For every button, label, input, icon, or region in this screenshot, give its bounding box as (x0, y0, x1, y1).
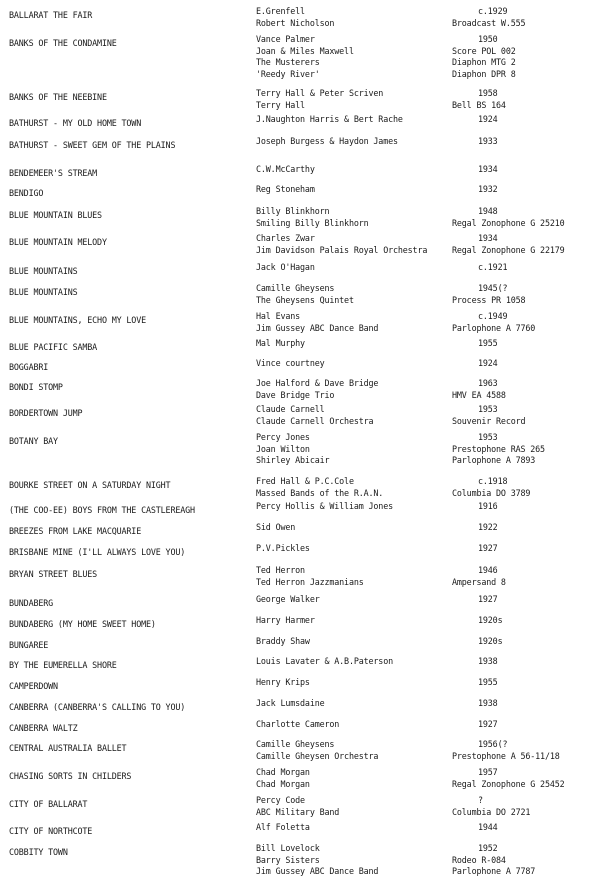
credit-line (0, 184, 600, 195)
record-label: Diaphon DPR 8 (452, 68, 516, 79)
performer: Claude Carnell (256, 404, 325, 414)
credit-line (0, 114, 600, 125)
year: 1927 (478, 543, 498, 553)
record-label: Ampersand 8 (452, 576, 506, 587)
credit-line (0, 46, 600, 57)
credit-line (0, 311, 600, 322)
record-label: Souvenir Record (452, 415, 526, 426)
year: 1956(? (478, 739, 508, 749)
performer: Jim Gussey ABC Dance Band (256, 866, 379, 877)
year: 1948 (478, 206, 498, 216)
performer: Chad Morgan (256, 767, 310, 777)
song-title: BLUE PACIFIC SAMBA (9, 342, 98, 352)
performer: E.Grenfell (256, 6, 305, 16)
performer: Joan & Miles Maxwell (256, 45, 354, 56)
song-title: BUNDABERG (MY HOME SWEET HOME) (9, 619, 156, 629)
year: 1957 (478, 767, 498, 777)
credit-line (0, 100, 600, 111)
song-title: BORDERTOWN JUMP (9, 408, 83, 418)
performer: Percy Code (256, 795, 305, 805)
song-title: BENDIGO (9, 188, 44, 198)
credit-line (0, 476, 600, 487)
record-label: Score POL 002 (452, 45, 516, 56)
performer: Jack Lumsdaine (256, 698, 325, 708)
credit-line (0, 378, 600, 389)
credit-line (0, 739, 600, 750)
credit-line (0, 88, 600, 99)
performer: Alf Foletta (256, 822, 310, 832)
credit-line (0, 501, 600, 512)
performer: Billy Blinkhorn (256, 206, 330, 216)
year: c.1918 (478, 476, 508, 486)
year: 1933 (478, 136, 498, 146)
record-label: Regal Zonophone G 22179 (452, 244, 565, 255)
credit-line (0, 206, 600, 217)
song-title: BUNDABERG (9, 598, 54, 608)
record-label: Process PR 1058 (452, 294, 526, 305)
year: 1944 (478, 822, 498, 832)
song-title: COBBITY TOWN (9, 847, 68, 857)
performer: Hal Evans (256, 311, 301, 321)
performer: Joseph Burgess & Haydon James (256, 136, 398, 146)
performer: C.W.McCarthy (256, 164, 315, 174)
performer: Camille Gheysen Orchestra (256, 750, 379, 761)
performer: P.V.Pickles (256, 543, 310, 553)
performer: Henry Krips (256, 677, 310, 687)
performer: Jim Davidson Palais Royal Orchestra (256, 244, 428, 255)
credit-line (0, 866, 600, 877)
credit-line (0, 779, 600, 790)
credit-line (0, 822, 600, 833)
year: 1953 (478, 432, 498, 442)
song-title: BRYAN STREET BLUES (9, 569, 98, 579)
performer: Massed Bands of the R.A.N. (256, 487, 384, 498)
song-title: BLUE MOUNTAINS (9, 287, 78, 297)
year: 1934 (478, 164, 498, 174)
credit-line (0, 594, 600, 605)
song-title: BATHURST - SWEET GEM OF THE PLAINS (9, 140, 176, 150)
performer: J.Naughton Harris & Bert Rache (256, 114, 403, 124)
year: 1932 (478, 184, 498, 194)
song-title: BOTANY BAY (9, 436, 58, 446)
song-title: BLUE MOUNTAINS (9, 266, 78, 276)
song-title: BLUE MOUNTAIN BLUES (9, 210, 102, 220)
year: 1938 (478, 656, 498, 666)
credit-line (0, 522, 600, 533)
performer: Charlotte Cameron (256, 719, 340, 729)
year: c.1929 (478, 6, 508, 16)
record-label: Rodeo R-084 (452, 854, 506, 865)
song-title: BLUE MOUNTAINS, ECHO MY LOVE (9, 315, 146, 325)
credit-line (0, 283, 600, 294)
performer: Mal Murphy (256, 338, 305, 348)
credit-line (0, 656, 600, 667)
credit-line (0, 233, 600, 244)
song-title: CANBERRA WALTZ (9, 723, 78, 733)
year: 1950 (478, 34, 498, 44)
song-title: CITY OF BALLARAT (9, 799, 88, 809)
credit-line (0, 455, 600, 466)
performer: Claude Carnell Orchestra (256, 415, 374, 426)
record-label: Regal Zonophone G 25452 (452, 778, 565, 789)
performer: Jim Gussey ABC Dance Band (256, 322, 379, 333)
song-title: BANKS OF THE NEEBINE (9, 92, 107, 102)
performer: Barry Sisters (256, 854, 320, 865)
credit-line (0, 69, 600, 80)
year: c.1949 (478, 311, 508, 321)
song-title: BLUE MOUNTAIN MELODY (9, 237, 107, 247)
year: 1916 (478, 501, 498, 511)
year: 1927 (478, 719, 498, 729)
performer: Ted Herron Jazzmanians (256, 576, 364, 587)
performer: Robert Nicholson (256, 17, 335, 28)
credit-line (0, 390, 600, 401)
credit-line (0, 807, 600, 818)
record-label: Broadcast W.555 (452, 17, 526, 28)
performer: Bill Lovelock (256, 843, 320, 853)
year: 1955 (478, 677, 498, 687)
performer: Terry Hall & Peter Scriven (256, 88, 384, 98)
credit-line (0, 444, 600, 455)
year: 1958 (478, 88, 498, 98)
record-label: Parlophone A 7760 (452, 322, 536, 333)
credit-line (0, 677, 600, 688)
year: 1924 (478, 114, 498, 124)
record-label: Columbia DO 2721 (452, 806, 531, 817)
credit-line (0, 751, 600, 762)
credit-line (0, 767, 600, 778)
performer: Joan Wilton (256, 443, 310, 454)
credit-line (0, 636, 600, 647)
credit-line (0, 338, 600, 349)
performer: Chad Morgan (256, 778, 310, 789)
performer: Camille Gheysens (256, 283, 335, 293)
performer: George Walker (256, 594, 320, 604)
performer: Smiling Billy Blinkhorn (256, 217, 369, 228)
performer: The Musterers (256, 57, 320, 68)
performer: Braddy Shaw (256, 636, 310, 646)
song-title: BOURKE STREET ON A SATURDAY NIGHT (9, 480, 171, 490)
performer: Dave Bridge Trio (256, 389, 335, 400)
year: 1922 (478, 522, 498, 532)
record-label: Diaphon MTG 2 (452, 57, 516, 68)
record-label: Parlophone A 7787 (452, 866, 536, 877)
performer: Harry Harmer (256, 615, 315, 625)
year: 1946 (478, 565, 498, 575)
year: 1952 (478, 843, 498, 853)
song-title: BRISBANE MINE (I'LL ALWAYS LOVE YOU) (9, 547, 186, 557)
performer: Percy Jones (256, 432, 310, 442)
performer: Fred Hall & P.C.Cole (256, 476, 354, 486)
song-title: BALLARAT THE FAIR (9, 10, 93, 20)
record-label: HMV EA 4588 (452, 389, 506, 400)
credit-line (0, 719, 600, 730)
song-title: BENDEMEER'S STREAM (9, 168, 98, 178)
credit-line (0, 698, 600, 709)
year: 1938 (478, 698, 498, 708)
song-title: CENTRAL AUSTRALIA BALLET (9, 743, 127, 753)
record-label: Prestophone RAS 265 (452, 443, 545, 454)
performer: Vance Palmer (256, 34, 315, 44)
record-label: Bell BS 164 (452, 99, 506, 110)
credit-line (0, 795, 600, 806)
credit-line (0, 565, 600, 576)
credit-line (0, 323, 600, 334)
song-title: BANKS OF THE CONDAMINE (9, 38, 117, 48)
performer: Percy Hollis & William Jones (256, 501, 393, 511)
song-title: CAMPERDOWN (9, 681, 58, 691)
song-title: BOGGABRI (9, 362, 49, 372)
year: 1920s (478, 615, 503, 625)
year: 1924 (478, 358, 498, 368)
song-title: CHASING SORTS IN CHILDERS (9, 771, 132, 781)
performer: ABC Military Band (256, 806, 340, 817)
song-title: BUNGAREE (9, 640, 49, 650)
credit-line (0, 615, 600, 626)
performer: Louis Lavater & A.B.Paterson (256, 656, 393, 666)
record-label: Columbia DO 3789 (452, 487, 531, 498)
credit-line (0, 34, 600, 45)
credit-line (0, 164, 600, 175)
credit-line (0, 843, 600, 854)
song-title: CANBERRA (CANBERRA'S CALLING TO YOU) (9, 702, 186, 712)
performer: The Gheysens Quintet (256, 294, 354, 305)
credit-line (0, 218, 600, 229)
song-title: BREEZES FROM LAKE MACQUARIE (9, 526, 142, 536)
credit-line (0, 245, 600, 256)
performer: Ted Herron (256, 565, 305, 575)
year: 1953 (478, 404, 498, 414)
year: c.1921 (478, 262, 508, 272)
credit-line (0, 432, 600, 443)
performer: Jack O'Hagan (256, 262, 315, 272)
credit-line (0, 855, 600, 866)
performer: Vince courtney (256, 358, 325, 368)
credit-line (0, 543, 600, 554)
credit-line (0, 18, 600, 29)
year: 1945(? (478, 283, 508, 293)
credit-line (0, 577, 600, 588)
credit-line (0, 416, 600, 427)
record-label: Prestophone A 56-11/18 (452, 750, 560, 761)
performer: Terry Hall (256, 99, 305, 110)
performer: 'Reedy River' (256, 68, 320, 79)
song-title: CITY OF NORTHCOTE (9, 826, 93, 836)
credit-line (0, 404, 600, 415)
credit-line (0, 6, 600, 17)
song-title: BY THE EUMERELLA SHORE (9, 660, 117, 670)
song-title: BONDI STOMP (9, 382, 63, 392)
performer: Charles Zwar (256, 233, 315, 243)
credit-line (0, 488, 600, 499)
record-label: Regal Zonophone G 25210 (452, 217, 565, 228)
year: 1927 (478, 594, 498, 604)
credit-line (0, 136, 600, 147)
year: 1963 (478, 378, 498, 388)
song-title: (THE COO-EE) BOYS FROM THE CASTLEREAGH (9, 505, 195, 515)
credit-line (0, 358, 600, 369)
performer: Reg Stoneham (256, 184, 315, 194)
performer: Shirley Abicair (256, 455, 330, 466)
performer: Sid Owen (256, 522, 296, 532)
credit-line (0, 57, 600, 68)
performer: Joe Halford & Dave Bridge (256, 378, 379, 388)
year: ? (478, 795, 483, 805)
credit-line (0, 295, 600, 306)
year: 1934 (478, 233, 498, 243)
credit-line (0, 262, 600, 273)
year: 1920s (478, 636, 503, 646)
record-label: Parlophone A 7893 (452, 455, 536, 466)
year: 1955 (478, 338, 498, 348)
performer: Camille Gheysens (256, 739, 335, 749)
song-title: BATHURST - MY OLD HOME TOWN (9, 118, 142, 128)
